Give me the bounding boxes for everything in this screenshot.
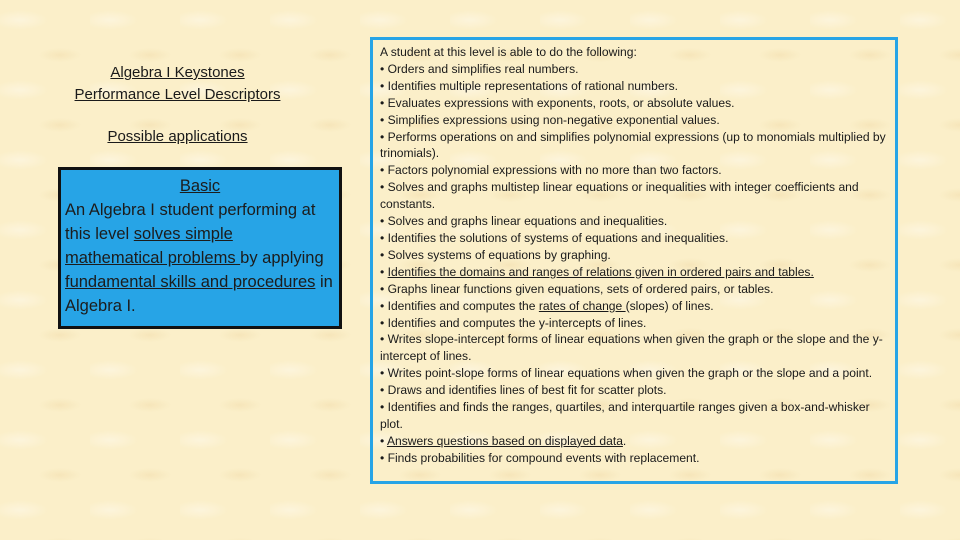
domains-ranges-emphasis: Identifies the domains and ranges of relations given in ordered pairs and tables. <box>387 264 814 279</box>
descriptor-item: • Identifies and computes the y-intercepts of lines. <box>380 315 647 330</box>
descriptor-item: • Solves and graphs linear equations and inequalities. <box>380 214 668 229</box>
descriptor-item: • Identifies multiple representations of rational numbers. <box>380 78 678 93</box>
descriptor-item: • Solves systems of equations by graphing. <box>380 247 611 262</box>
descriptor-item: • Graphs linear functions given equations, sets of ordered pairs, or tables. <box>380 281 774 296</box>
descriptor-item: • Performs operations on and simplifies polynomial expressions (up to monomials multiplied by trinomials). <box>380 129 886 161</box>
descriptor-item: • Draws and identifies lines of best fit for scatter plots. <box>380 383 667 398</box>
title-line-1: Algebra I Keystones <box>110 64 245 81</box>
descriptor-item: • Solves and graphs multistep linear equations or inequalities with integer coefficients and constants. <box>380 180 859 212</box>
possible-applications-label: Possible applications <box>107 128 248 145</box>
descriptor-item: • Identifies and finds the ranges, quartiles, and interquartile ranges given a box-and-whisker plot. <box>380 400 870 431</box>
bullet: • <box>380 264 388 279</box>
basic-heading: Basic <box>179 177 221 195</box>
descriptor-item: • Evaluates expressions with exponents, roots, or absolute values. <box>380 95 735 110</box>
descriptor-item-rates <box>380 298 889 315</box>
descriptor-item-domains <box>380 264 889 281</box>
descriptor-item: • Factors polynomial expressions with no more than two factors. <box>380 163 722 178</box>
rates-text-after: (slopes) of lines. <box>625 298 714 313</box>
page-title <box>40 62 315 106</box>
basic-description <box>65 198 335 318</box>
basic-text-3: in Algebra I. <box>65 273 333 315</box>
basic-emphasis-1: solves simple mathematical problems <box>65 225 241 267</box>
rates-text-before: • Identifies and computes the <box>380 298 539 313</box>
descriptor-item: • Writes point-slope forms of linear equations when given the graph or the slope and a point. <box>380 366 873 381</box>
descriptor-item: • Writes slope-intercept forms of linear equations when given the graph or the slope and the y-intercept of lines. <box>380 332 883 364</box>
basic-emphasis-2: fundamental skills and procedures <box>65 273 316 291</box>
answers-questions-emphasis: Answers questions based on displayed data <box>386 433 623 448</box>
bullet: • <box>380 433 387 448</box>
descriptor-intro: A student at this level is able to do the following: <box>380 45 637 59</box>
rates-of-change-emphasis: rates of change <box>538 298 626 313</box>
basic-text-1: An Algebra I student performing at this level <box>65 201 316 243</box>
basic-text-2: by applying <box>240 249 324 267</box>
basic-level-box <box>58 167 342 329</box>
descriptor-item: • Finds probabilities for compound events with replacement. <box>380 450 700 465</box>
descriptor-item: • Simplifies expressions using non-negative exponential values. <box>380 112 720 127</box>
descriptor-item: • Identifies the solutions of systems of equations and inequalities. <box>380 230 729 245</box>
descriptor-item-answers <box>380 433 889 450</box>
descriptor-list-box <box>370 37 898 484</box>
answers-text-after: . <box>622 433 627 448</box>
title-line-2: Performance Level Descriptors <box>74 86 281 103</box>
descriptor-item: • Orders and simplifies real numbers. <box>380 61 579 76</box>
